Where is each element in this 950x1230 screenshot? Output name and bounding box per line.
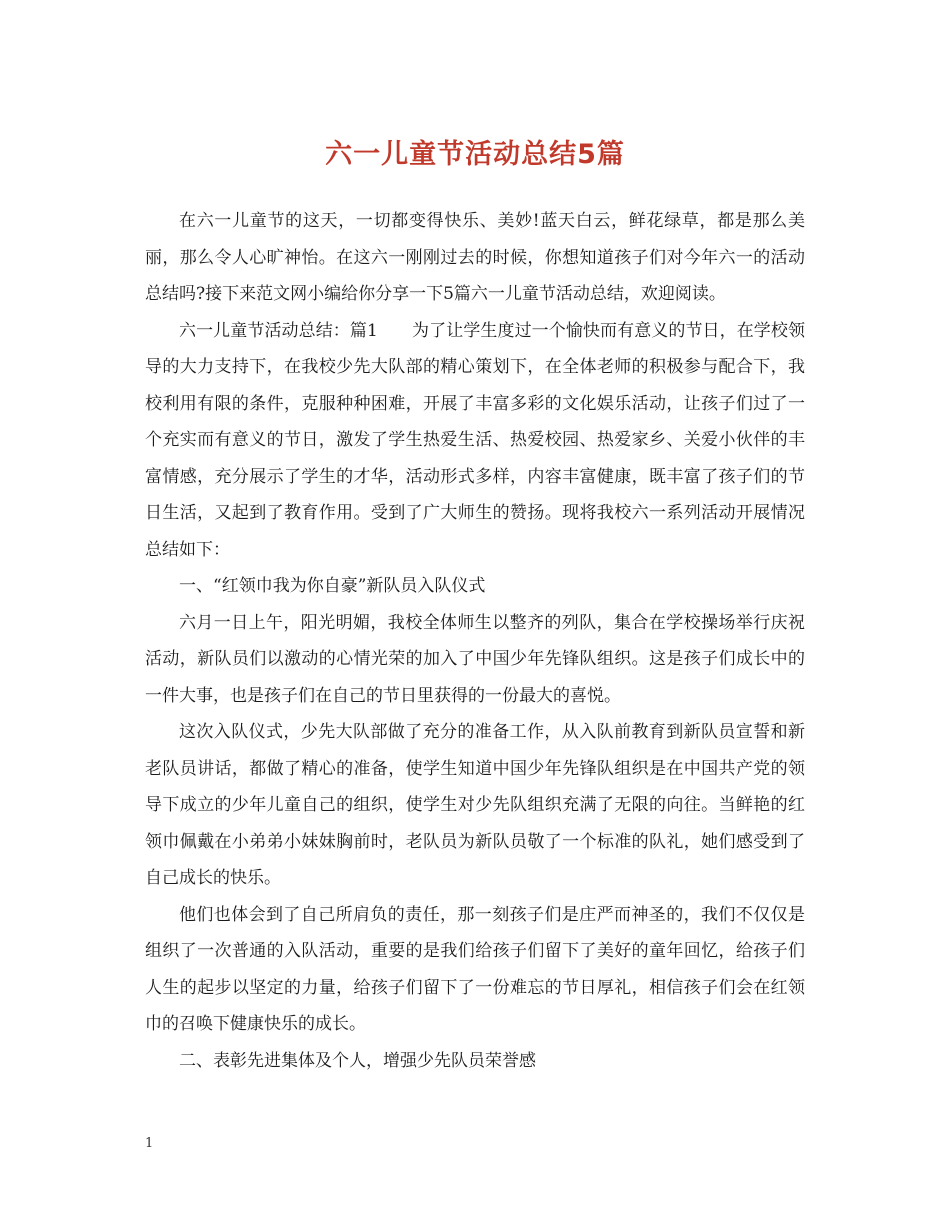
document-title: 六一儿童节活动总结5篇 — [325, 139, 625, 170]
document-body — [145, 203, 805, 1079]
heading-1: 一、“红领巾我为你自豪”新队员入队仪式 — [179, 576, 486, 596]
heading-2: 二、表彰先进集体及个人，增强少先队员荣誉感 — [179, 1050, 536, 1071]
body-paragraph: 他们也体会到了自己所肩负的责任，那一刻孩子们是庄严而神圣的，我们不仅仅是组织了一次普通的入队活动，重要的是我们给孩子们留下了美好的童年回忆，给孩子们人生的起步以坚定的力量，给孩子们留下了一份难忘的节日厚礼，相信孩子们会在红领巾的召唤下健康快乐的成长。 — [145, 904, 805, 1034]
intro-paragraph: 在六一儿童节的这天，一切都变得快乐、美妙!蓝天白云，鲜花绿草，都是那么美丽，那么令人心旷神怡。在这六一刚刚过去的时候，你想知道孩子们对今年六一的活动总结吗?接下来范文网小编给你分享一下5篇六一儿童节活动总结，欢迎阅读。 — [145, 211, 805, 304]
section-1-paragraph: 六一儿童节活动总结：篇1 为了让学生度过一个愉快而有意义的节日，在学校领导的大力支持下，在我校少先大队部的精心策划下，在全体老师的积极参与配合下，我校利用有限的条件，克服种种困难，开展了丰富多彩的文化娱乐活动，让孩子们过了一个充实而有意义的节日，激发了学生热爱生活、热爱校园、热爱家乡、关爱小伙伴的丰富情感，充分展示了学生的才华，活动形式多样，内容丰富健康，既丰富了孩子们的节日生活，又起到了教育作用。受到了广大师生的赞扬。现将我校六一系列活动开展情况总结如下： — [145, 320, 805, 560]
body-paragraph: 六月一日上午，阳光明媚，我校全体师生以整齐的列队，集合在学校操场举行庆祝活动，新队员们以激动的心情光荣的加入了中国少年先锋队组织。这是孩子们成长中的一件大事，也是孩子们在自己的节日里获得的一份最大的喜悦。 — [145, 612, 805, 706]
body-paragraph: 这次入队仪式，少先大队部做了充分的准备工作，从入队前教育到新队员宣誓和新老队员讲话，都做了精心的准备，使学生知道中国少年先锋队组织是在中国共产党的领导下成立的少年儿童自己的组织，使学生对少先队组织充满了无限的向往。当鲜艳的红领巾佩戴在小弟弟小妹妹胸前时，老队员为新队员敬了一个标准的队礼，她们感受到了自己成长的快乐。 — [145, 722, 805, 888]
page-number: 1 — [145, 1136, 154, 1151]
